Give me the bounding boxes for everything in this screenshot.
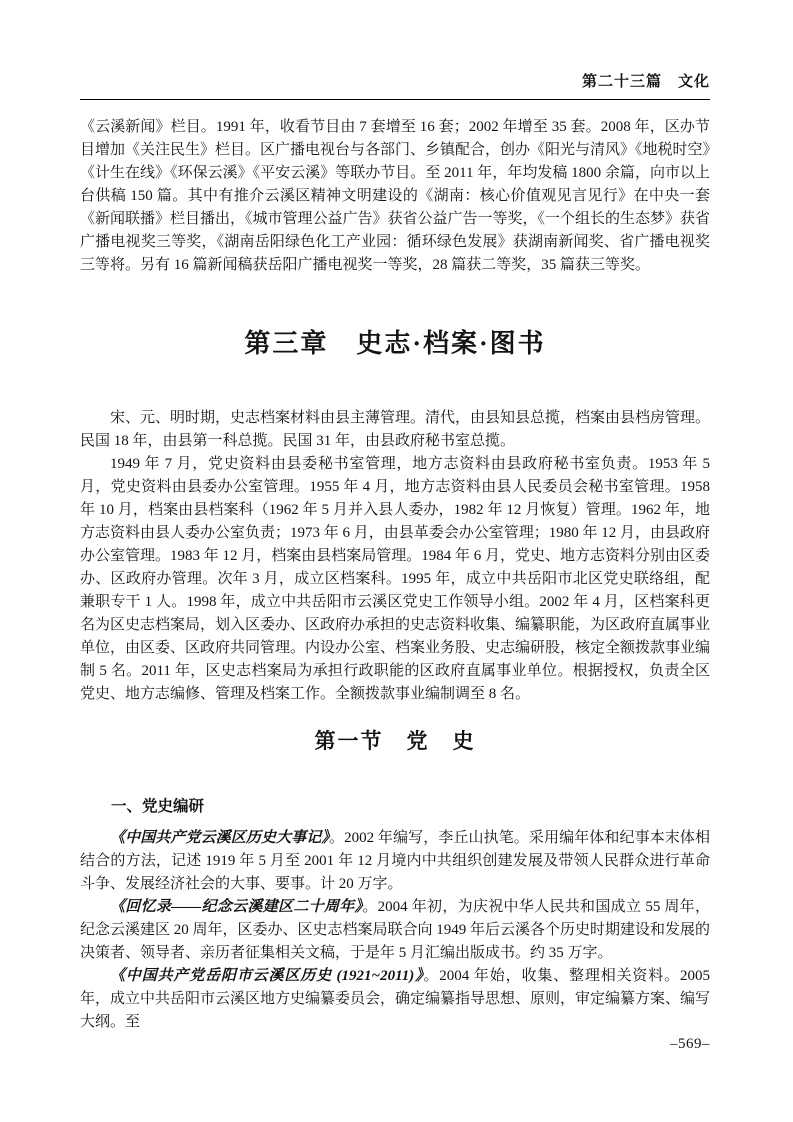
book-entry-text: 。2004 年始，收集、整理相关资料。2005 年，成立中共岳阳市云溪区地方史编纂委员会，确定编纂指导思想、原则，审定编纂方案、编写大纲。至 (80, 968, 711, 1030)
book-entry (80, 896, 710, 965)
entry-list (80, 827, 710, 1034)
continuation-paragraph: 《云溪新闻》栏目。1991 年，收看节目由 7 套增至 16 套；2002 年增至 35 套。2008 年，区办节目增加《关注民生》栏目。区广播电视台与各部门、乡镇配合，创办《阳光与清风》《地税时空》《计生在线》《环保云溪》《平安云溪》等联办节目。至 2011 年，年均发稿 1800 余篇，向市以上台供稿 150 篇。其中有推介云溪区精神文明建设的《湖南：核心价值观见言见行》在中央一套《新闻联播》栏目播出，《城市管理公益广告》获省公益广告一等奖，《一个组长的生态梦》获省广播电视奖三等奖，《湖南岳阳绿色化工产业园：循环绿色发展》获湖南新闻奖、省广播电视奖三等将。另有 16 篇新闻稿获岳阳广播电视奖一等奖，28 篇获二等奖，35 篇获三等奖。 (80, 119, 711, 273)
chapter-paragraph: 宋、元、明时期，史志档案材料由县主薄管理。清代，由县知县总揽，档案由县档房管理。民国 18 年，由县第一科总揽。民国 31 年，由县政府秘书室总揽。 (80, 410, 711, 449)
chapter-title: 第三章 史志·档案·图书 (244, 329, 546, 358)
book-entry-title: 《中国共产党云溪区历史大事记》 (110, 830, 329, 846)
book-entry-text: 。2002 年编写，李丘山执笔。采用编年体和纪事本末体相结合的方法，记述 1919 年 5 月至 2001 年 12 月境内中共组织创建发展及带领人民群众进行革命斗争、发展经济社会的大事、要事。计 20 万字。 (80, 830, 710, 892)
running-header: 第二十三篇 文化 (581, 74, 710, 90)
page-number: –569– (670, 1036, 710, 1052)
book-entry (80, 827, 710, 896)
book-entry-title: 《回忆录——纪念云溪建区二十周年》 (110, 899, 363, 915)
book-entry-text: 。2004 年初，为庆祝中华人民共和国成立 55 周年，纪念云溪建区 20 周年，区委办、区史志档案局联合向 1949 年后云溪各个历史时期建设和发展的决策者、领导者、亲历者征集相关文稿，于是年 5 月汇编出版成书。约 35 万字。 (80, 899, 711, 961)
chapter-paragraph: 1949 年 7 月，党史资料由县委秘书室管理，地方志资料由县政府秘书室负责。1953 年 5 月，党史资料由县委办公室管理。1955 年 4 月，地方志资料由县人民委员会秘书室管理。1958 年 10 月，档案由县档案科（1962 年 5 月并入县人委办，1982 年 12 月恢复）管理。1962 年，地方志资料由县人委办公室负责；1973 年 6 月，由县革委会办公室管理；1980 年 12 月，由县政府办公室管理。1983 年 12 月，档案由县档案局管理。1984 年 6 月，党史、地方志资料分别由区委办、区政府办管理。次年 3 月，成立区档案科。1995 年，成立中共岳阳市北区党史联络组，配兼职专干 1 人。1998 年，成立中共岳阳市云溪区党史工作领导小组。2002 年 4 月，区档案科更名为区史志档案局，划入区委办、区政府办承担的史志资料收集、编纂职能，为区政府直属事业单位，由区委、区政府共同管理。内设办公室、档案业务股、史志编研股，核定全额拨款事业编制 5 名。2011 年，区史志档案局为承担行政职能的区政府直属事业单位。根据授权，负责全区党史、地方志编修、管理及档案工作。全额拨款事业编制调至 8 名。 (80, 456, 711, 702)
chapter-body (80, 407, 710, 706)
book-entry-title: 《中国共产党岳阳市云溪区历史 (1921~2011)》 (110, 968, 424, 984)
header-rule (80, 99, 710, 100)
subsection-heading: 一、党史编研 (111, 798, 205, 815)
book-entry (80, 965, 710, 1034)
section-title: 第一节 党 史 (314, 730, 476, 753)
